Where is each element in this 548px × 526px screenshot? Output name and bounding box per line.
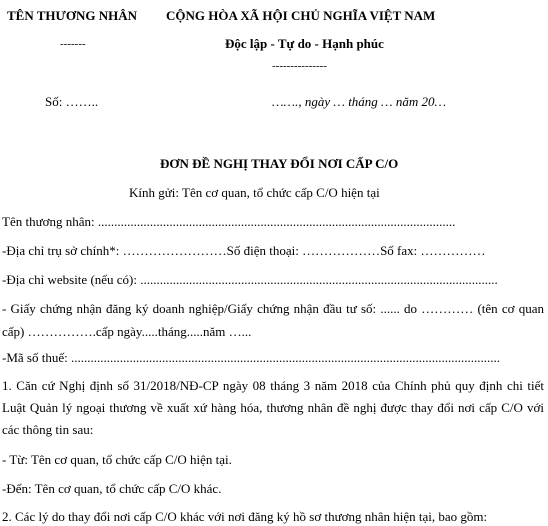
document-title: ĐƠN ĐỀ NGHỊ THAY ĐỔI NƠI CẤP C/O <box>160 156 399 171</box>
national-motto: Độc lập - Tự do - Hạnh phúc <box>225 36 384 51</box>
business-certificate-field: - Giấy chứng nhận đăng ký doanh nghiệp/Giấy chứng nhận đầu tư số: ...... do ………… (tên cơ quan cấp) …………….cấp ngày.....tháng.....năm …... <box>2 301 544 339</box>
merchant-name-field: Tên thương nhân: .............................................................................................................. <box>2 214 456 229</box>
from-line: - Từ: Tên cơ quan, tổ chức cấp C/O hiện tại. <box>2 452 232 467</box>
merchant-name-heading: TÊN THƯƠNG NHÂN <box>7 8 138 23</box>
merchant-name-dashes: ------- <box>60 38 86 50</box>
website-field: -Địa chỉ website (nếu có): .............................................................................................................. <box>2 272 498 287</box>
to-line: -Đến: Tên cơ quan, tổ chức cấp C/O khác. <box>2 481 222 496</box>
tax-code-field: -Mã số thuế: .................................................................................................................................... <box>2 350 500 365</box>
motto-dashes: --------------- <box>272 60 327 72</box>
address-field: -Địa chỉ trụ sở chính*: ……………………Số điện thoại: ………………Số fax: …………… <box>2 243 486 258</box>
paragraph-2: 2. Các lý do thay đổi nơi cấp C/O khác với nơi đăng ký hồ sơ thương nhân hiện tại, bao gồm: <box>2 509 488 524</box>
country-name: CỘNG HÒA XÃ HỘI CHỦ NGHĨA VIỆT NAM <box>166 8 436 23</box>
paragraph-1: 1. Căn cứ Nghị định số 31/2018/NĐ-CP ngày 08 tháng 3 năm 2018 của Chính phủ quy định chi tiết Luật Quản lý ngoại thương về xuất xứ hàng hóa, thương nhân đề nghị được thay đổi nơi cấp C/O với các thông tin sau: <box>2 378 544 437</box>
addressee-line: Kính gửi: Tên cơ quan, tổ chức cấp C/O hiện tại <box>129 185 380 200</box>
document-date: ……., ngày … tháng … năm 20… <box>272 94 447 109</box>
document-number: Số: …….. <box>45 94 99 109</box>
